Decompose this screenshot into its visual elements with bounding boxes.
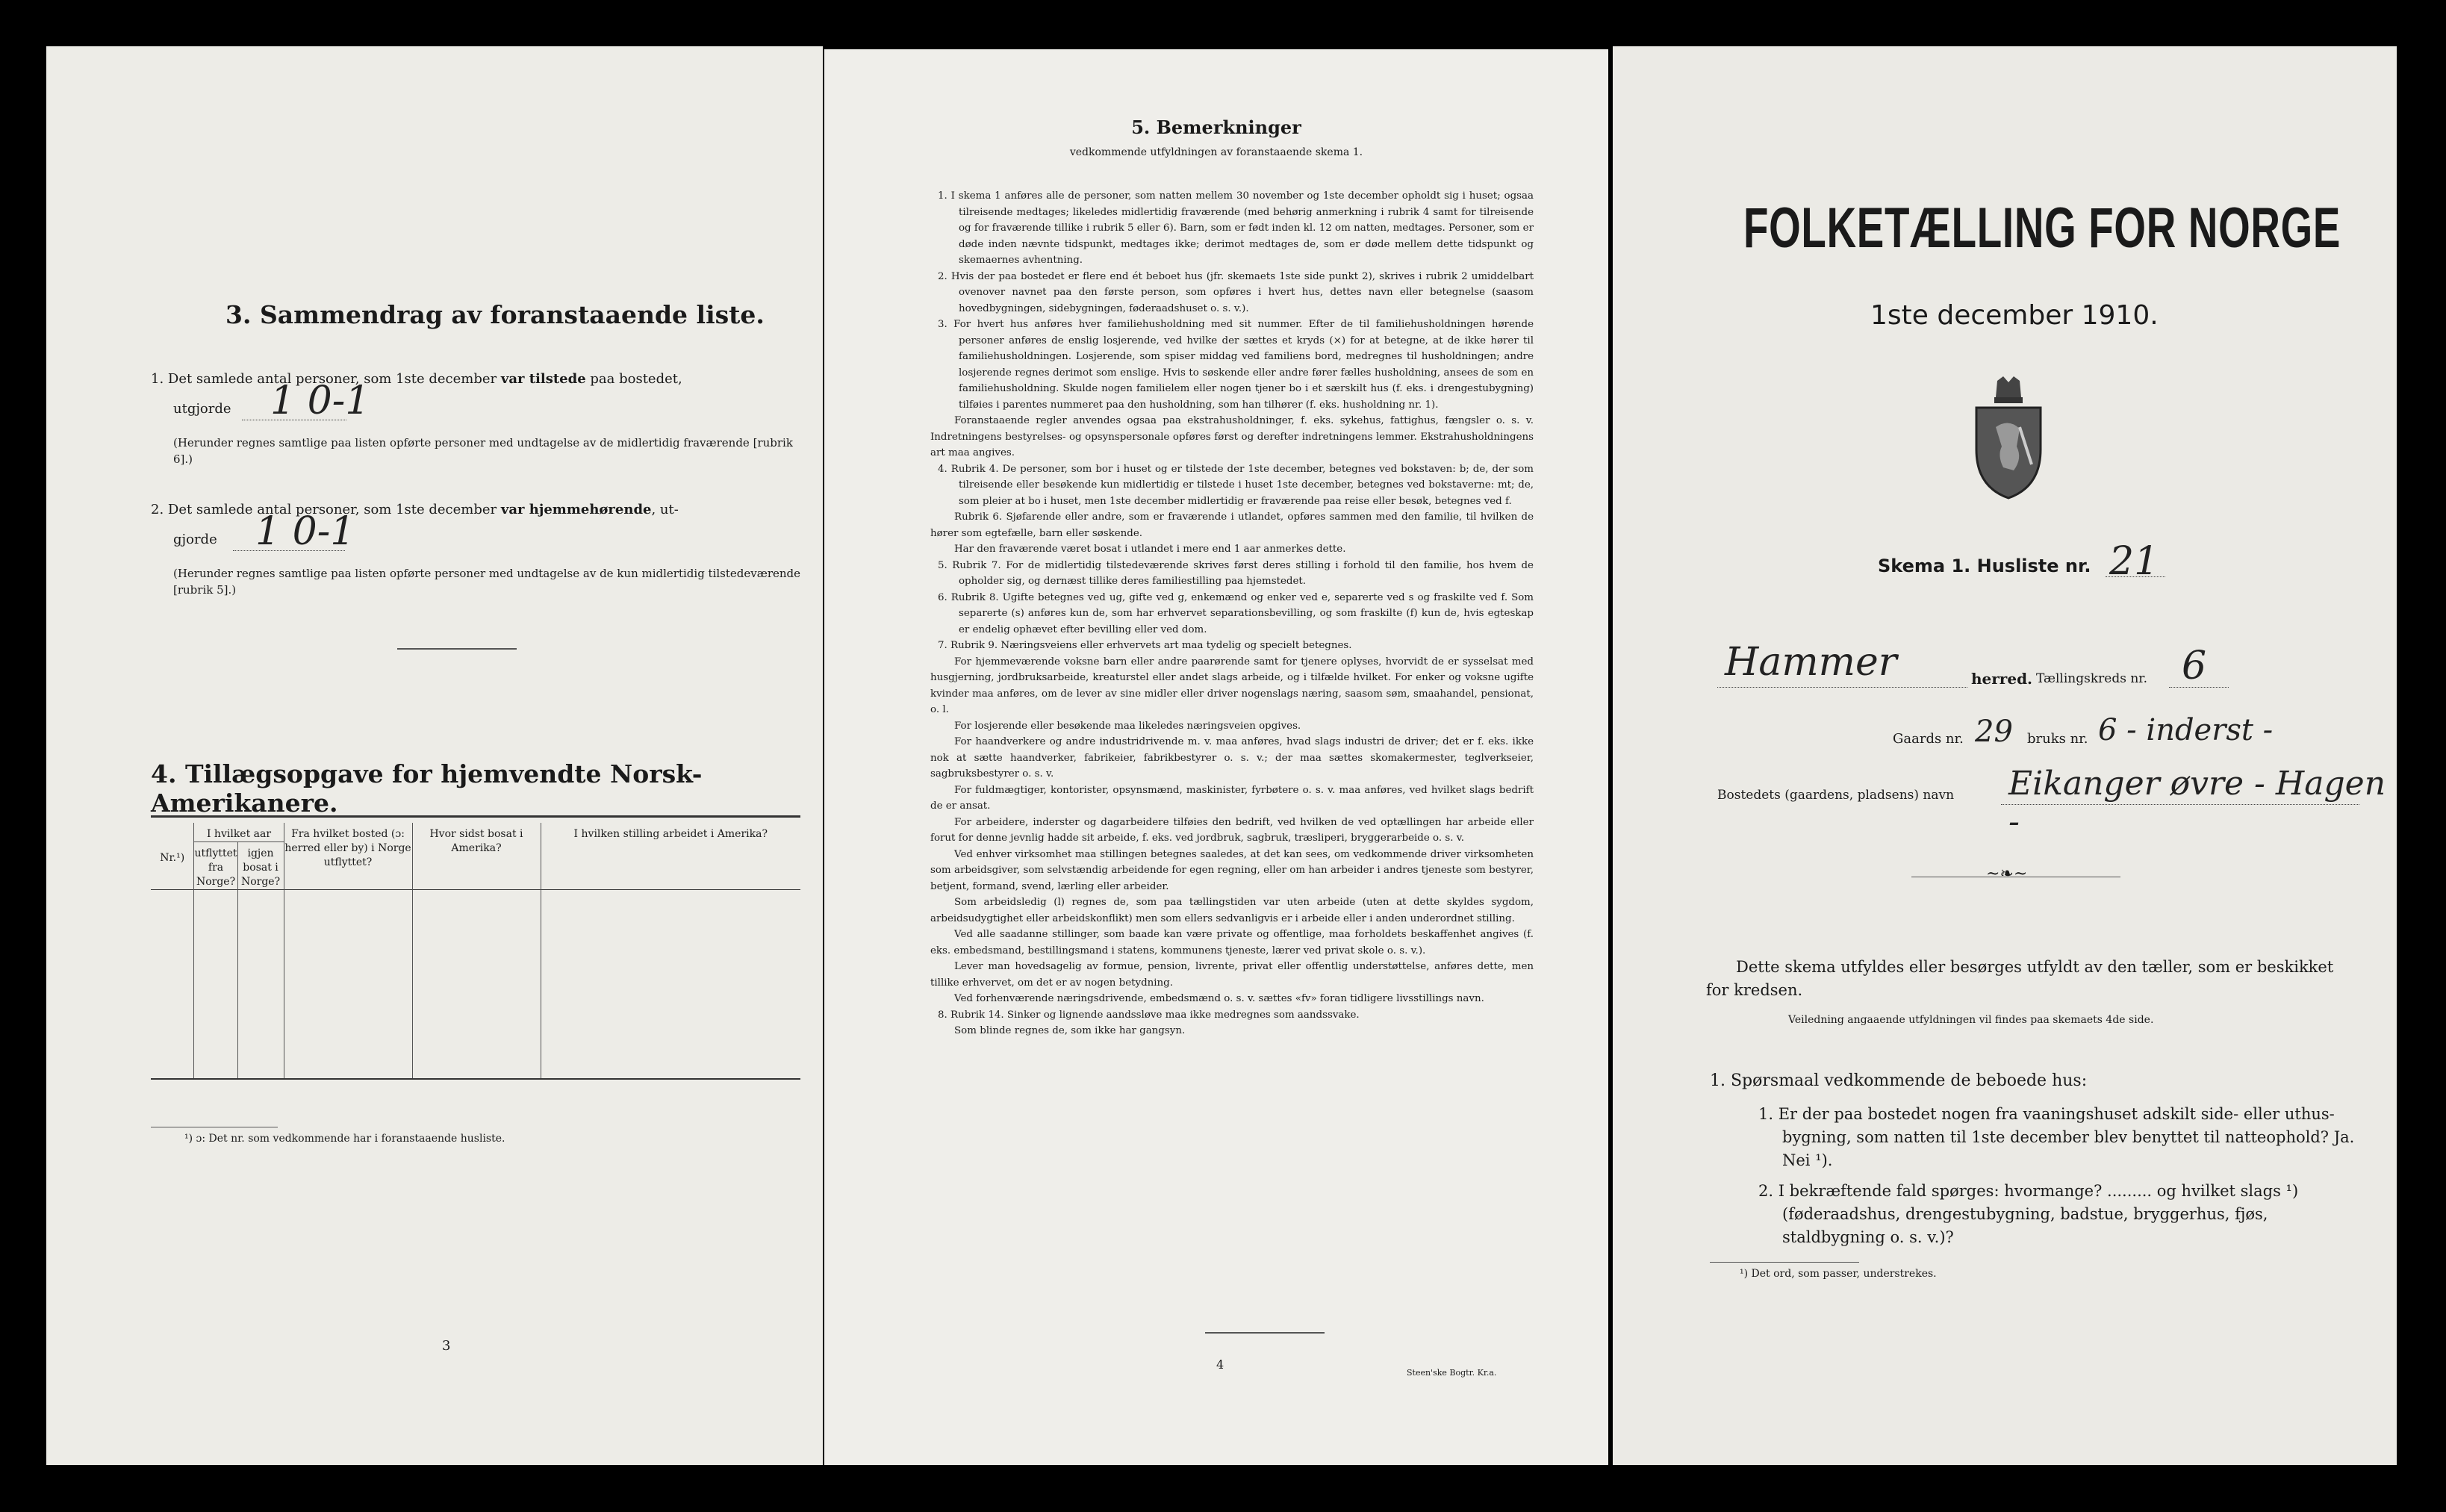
form-title: FOLKETÆLLING FOR NORGE	[1743, 196, 2341, 260]
husliste-number: 21	[2109, 539, 2159, 584]
krets-number: 6	[2182, 644, 2207, 688]
page-number: 3	[442, 1338, 451, 1354]
ornament: ~❧~	[1986, 865, 2028, 883]
intro-text: Dette skema utfyldes eller besørges utfyldt av den tæller, som er beskikket for kredsen.	[1706, 958, 2334, 999]
summary-item-1-note: (Herunder regnes samtlige paa listen opførte personer med undtagelse av de midlertidig fraværende [rubrik 6].)	[173, 436, 793, 466]
remark-paragraph: Har den fraværende været bosat i utlandet i mere end 1 aar anmerkes dette.	[954, 544, 1346, 555]
divider	[397, 648, 517, 650]
bosted-label: Bostedets (gaardens, pladsens) navn	[1717, 788, 1955, 803]
page-1-right	[1613, 46, 2397, 1465]
remark-paragraph: Rubrik 6. Sjøfarende eller andre, som er fraværende i utlandet, opføres sammen med den familie, til hvilken de hører som egtefælle, barn eller søskende.	[930, 511, 1534, 539]
page-4-middle	[824, 49, 1608, 1465]
bruks-number: 6 - inderst -	[2098, 713, 2274, 747]
skema-label: Skema 1. Husliste nr.	[1878, 556, 2091, 576]
section-4-title: 4. Tillægsopgave for hjemvendte Norsk-Amerikanere.	[151, 759, 703, 818]
remark-paragraph: 6. Rubrik 8. Ugifte betegnes ved ug, gifte ved g, enkemænd og enker ved e, separerte ved s og fraskilte ved f. Som separerte (s) anføres kun de, som har erhvervet separationsbevilling, og som fraskilte (f) kun de, hvis egteskap er endelig ophævet efter bevilling eller ved dom.	[938, 591, 1534, 635]
col-nr: Nr.¹)	[160, 852, 185, 864]
remark-paragraph: 1. I skema 1 anføres alle de personer, som natten mellem 30 november og 1ste december opholdt sig i huset; ogsaa tilreisende medtages; likeledes midlertidig fraværende (med behørig anmerkning i rubrik 4 samt for tilreisende og for fraværende tillike i rubrik 5 eller 6). Barn, som er født inden kl. 12 om natten, medtages. Personer, som er døde inden nævnte tidspunkt, medtages ikke; derimot medtages de, som er døde mellem dette tidspunkt og skemaernes avhentning.	[938, 190, 1534, 266]
table-row	[151, 984, 800, 1015]
divider	[1205, 1332, 1325, 1334]
remark-paragraph: 2. Hvis der paa bostedet er flere end ét beboet hus (jfr. skemaets 1ste side punkt 2), skrives i rubrik 2 umiddelbart ovenover navnet paa den første person, som opføres i hvert hus, dettes navn eller betegnelse (saasom hovedbygningen, sidebygningen, føderaadshuset o. s. v.).	[938, 270, 1534, 314]
remark-paragraph: Som blinde regnes de, som ikke har gangsyn.	[954, 1025, 1186, 1036]
remark-paragraph: Ved enhver virksomhet maa stillingen betegnes saaledes, at det kan sees, om vedkommende driver virksomheten som arbeidsgiver, som selvstændig arbeidende for egen regning, eller om han arbeider i andres tjeneste som bestyrer, betjent, formand, svend, lærling eller arbeider.	[930, 848, 1534, 892]
table-row	[151, 1015, 800, 1047]
gaards-label: Gaards nr.	[1893, 731, 1964, 747]
remarks-subtitle: vedkommende utfyldningen av foranstaaende skema 1.	[1069, 146, 1363, 158]
gaards-number: 29	[1975, 715, 2013, 749]
dotted-line	[2169, 687, 2229, 688]
col-out: utflyttet fra Norge?	[194, 842, 237, 890]
herred-name: Hammer	[1725, 640, 1897, 685]
section-3-title: 3. Sammendrag av foranstaaende liste.	[225, 300, 765, 329]
question-1: 1. Spørsmaal vedkommende de beboede hus:	[1710, 1071, 2088, 1090]
coat-of-arms-icon	[1967, 375, 2050, 502]
remark-paragraph: Som arbeidsledig (l) regnes de, som paa tællingstiden var uten arbeide (uten at dette skyldes sygdom, arbeidsudygtighet eller arbeidskonflikt) men som ellers sedvanligvis er i arbeide eller i anden underordnet stilling.	[930, 897, 1534, 924]
summary-item-2-handwritten: 1 0-1	[255, 509, 355, 554]
printer-mark: Steen'ske Bogtr. Kr.a.	[1407, 1368, 1497, 1378]
remark-paragraph: 8. Rubrik 14. Sinker og lignende aandssløve maa ikke medregnes som aandssvake.	[938, 1009, 1360, 1021]
page-number: 4	[1216, 1357, 1224, 1372]
krets-label: Tællingskreds nr.	[2036, 671, 2147, 686]
summary-item-2: 2. Det samlede antal personer, som 1ste december var hjemmehørende, ut-	[151, 502, 679, 517]
question-1-1: 1. Er der paa bostedet nogen fra vaaningshuset adskilt side- eller uthus-bygning, som natten til 1ste december blev benyttet til natteophold? Ja. Nei ¹).	[1758, 1105, 2355, 1169]
remark-paragraph: For fuldmægtiger, kontorister, opsynsmænd, maskinister, fyrbøtere o. s. v. maa anføres, ved hvilket slags bedrift de er ansat.	[930, 784, 1534, 812]
remark-paragraph: Ved forhenværende næringsdrivende, embedsmænd o. s. v. sættes «fv» foran tidligere livsstillings navn.	[954, 993, 1484, 1004]
dotted-line	[1717, 687, 1967, 688]
footnote-rule	[1710, 1262, 1859, 1263]
herred-label: herred.	[1971, 670, 2033, 688]
remark-paragraph: For hjemmeværende voksne barn eller andre paarørende samt for tjenere oplyses, hvorvidt de er sysselsat med husgjerning, jordbruksarbeide, kreaturstel eller andet slags arbeide, og i tilfælde hvilket. For enker og voksne ugifte kvinder maa anføres, om de lever av sine midler eller driver nogenslags næring, saasom søm, smaahandel, pensionat, o. l.	[930, 656, 1534, 715]
summary-item-1: 1. Det samlede antal personer, som 1ste december var tilstede paa bostedet,	[151, 371, 682, 387]
page-3-left	[46, 46, 823, 1465]
table-row	[151, 890, 800, 922]
table-row	[151, 921, 800, 953]
remark-paragraph: 7. Rubrik 9. Næringsveiens eller erhvervets art maa tydelig og specielt betegnes.	[938, 640, 1352, 651]
bosted-name: Eikanger øvre - Hagen -	[2008, 765, 2386, 841]
col-back: igjen bosat i Norge?	[237, 842, 284, 890]
table-row	[151, 953, 800, 984]
remarks-list	[930, 188, 1534, 1039]
col-from: Fra hvilket bosted (ɔ: herred eller by) i Norge utflyttet?	[284, 823, 412, 890]
table-row	[151, 1047, 800, 1079]
intro-note: Veiledning angaaende utfyldningen vil findes paa skemaets 4de side.	[1788, 1014, 2154, 1026]
dotted-line	[2106, 576, 2165, 577]
table-top-rule	[151, 815, 800, 818]
remark-paragraph: 3. For hvert hus anføres hver familiehusholdning med sit nummer. Efter de til familiehusholdningen hørende personer anføres de enslig losjerende, ved hvilke der sættes et kryds (×) for at betegne, at de ikke hører til familiehusholdningen. Losjerende, som spiser middag ved familiens bord, medregnes til husholdningen; andre losjerende regnes derimot som enslige. Hvis to søskende eller andre fører fælles husholdning, ansees de som en familiehusholdning. Skulde nogen familielem eller nogen tjener bo i et særskilt hus (f. eks. i drengestubygning) tilføies i parentes nummeret paa den husholdning, som han tilhører (f. eks. husholdning nr. 1).	[938, 319, 1534, 411]
remarks-title: 5. Bemerkninger	[1131, 116, 1301, 138]
summary-item-2-label: gjorde	[173, 532, 217, 547]
form-date: 1ste december 1910.	[1870, 300, 2159, 331]
summary-item-2-note: (Herunder regnes samtlige paa listen opførte personer med undtagelse av de kun midlertidig tilstedeværende [rubrik 5].)	[173, 567, 801, 597]
remark-paragraph: Lever man hovedsagelig av formue, pension, livrente, privat eller offentlig understøttelse, anføres dette, men tillike erhvervet, om det er av nogen betydning.	[930, 961, 1534, 989]
remark-paragraph: Foranstaaende regler anvendes ogsaa paa ekstrahusholdninger, f. eks. sykehus, fattighus, fængsler o. s. v. Indretningens bestyrelses- og opsynspersonale opføres først og derefter indretningens lemmer. Ekstrahusholdningens art maa angives.	[930, 415, 1534, 458]
remark-paragraph: 5. Rubrik 7. For de midlertidig tilstedeværende skrives først deres stilling i forhold til den familie, hos hvem de opholder sig, og dernæst tillike deres familiestilling paa hjemstedet.	[938, 559, 1534, 587]
col-job: I hvilken stilling arbeidet i Amerika?	[541, 823, 800, 890]
remark-paragraph: For arbeidere, inderster og dagarbeidere tilføies den bedrift, ved hvilken de ved optællingen har arbeide eller forut for denne jevnlig hadde sit arbeide, f. eks. ved jordbruk, sagbruk, træsliperi, bryggerarbeide o. s. v.	[930, 816, 1534, 844]
dotted-line	[2001, 804, 2359, 805]
footnote: ¹) ɔ: Det nr. som vedkommende har i foranstaaende husliste.	[184, 1133, 505, 1145]
remark-paragraph: For losjerende eller besøkende maa likeledes næringsveien opgives.	[954, 720, 1301, 732]
question-1-2: 2. I bekræftende fald spørges: hvormange? ......... og hvilket slags ¹) (føderaadshus, drengestubygning, badstue, bryggerhus, fjøs, staldbygning o. s. v.)?	[1758, 1182, 2299, 1246]
summary-item-1-label: utgjorde	[173, 401, 231, 417]
col-year-group: I hvilket aar	[194, 823, 284, 842]
summary-item-1-handwritten: 1 0-1	[270, 379, 370, 423]
norsk-amerikanere-table	[151, 823, 800, 1080]
remark-paragraph: For haandverkere og andre industridrivende m. v. maa anføres, hvad slags industri de driver; det er f. eks. ikke nok at sætte haandverker, fabrikeier, fabrikbestyrer o. s. v.; der maa sættes skomakermester, teglverkseier, sagbruksbestyrer o. s. v.	[930, 736, 1534, 780]
remark-paragraph: 4. Rubrik 4. De personer, som bor i huset og er tilstede der 1ste december, betegnes ved bokstaven: b; de, der som tilreisende eller besøkende kun midlertidig er tilstede i huset 1ste december, betegnes ved bokstaverne: mt; de, som pleier at bo i huset, men 1ste december midlertidig er fraværende paa reise eller besøk, betegnes ved f.	[938, 463, 1534, 507]
col-where: Hvor sidst bosat i Amerika?	[412, 823, 541, 890]
bruks-label: bruks nr.	[2027, 731, 2088, 747]
remark-paragraph: Ved alle saadanne stillinger, som baade kan være private og offentlige, maa forholdets beskaffenhet angives (f. eks. embedsmand, bestillingsmand i statens, kommunens tjeneste, lærer ved privat skole o. s. v.).	[930, 929, 1534, 956]
dotted-line	[233, 550, 345, 551]
footnote: ¹) Det ord, som passer, understrekes.	[1740, 1268, 1937, 1280]
